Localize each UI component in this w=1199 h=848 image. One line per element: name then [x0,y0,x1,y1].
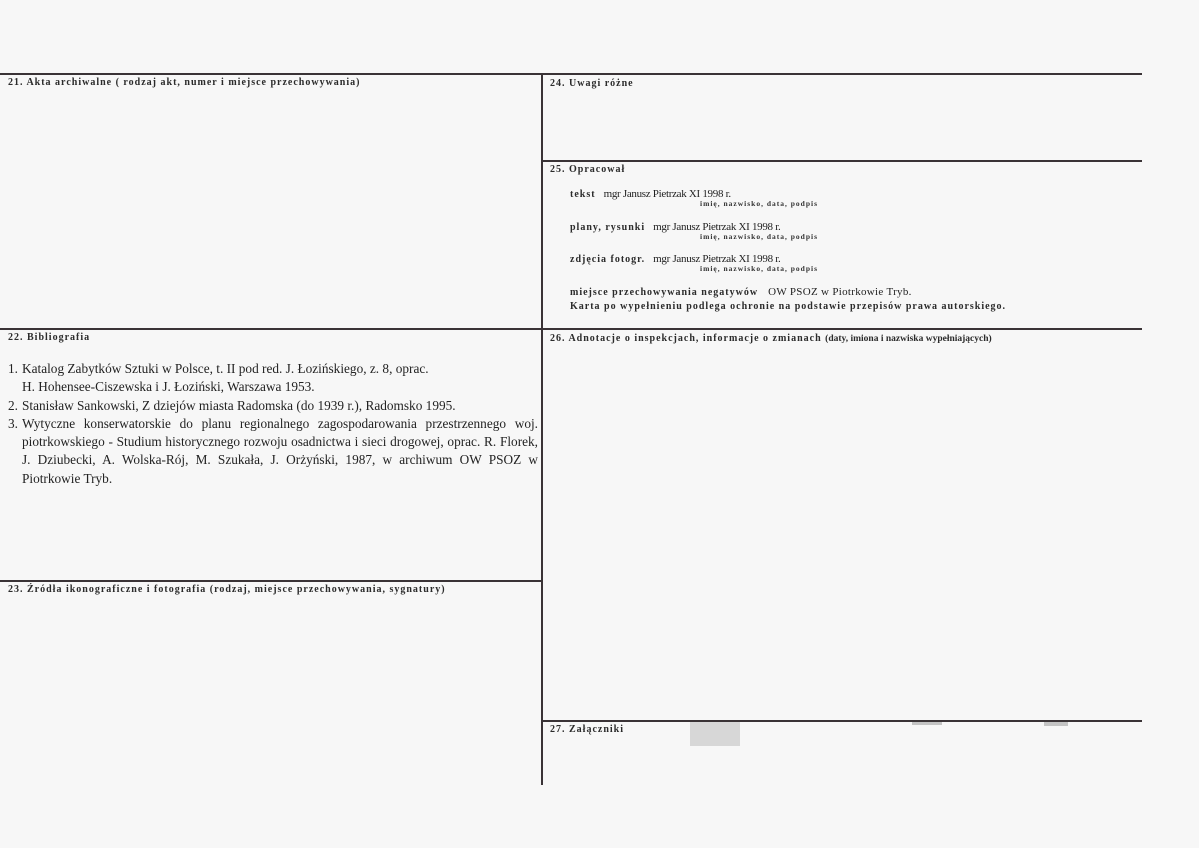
rule-top [0,73,1142,75]
scan-smudge [912,722,942,725]
bibliography-item-number: 3. [8,415,18,431]
section-27-title: 27. Załączniki [550,724,625,735]
negatives-value: OW PSOZ w Piotrkowie Tryb. [768,286,912,298]
bibliography-item-number: 1. [8,361,18,376]
section-26-title-main: 26. Adnotacje o inspekcjach, informacje o zmianach [550,333,822,344]
bibliography-item [8,415,538,488]
bibliography-item [8,397,538,415]
rule-s25 [543,160,1142,162]
prepared-plans-caption: imię, nazwisko, data, podpis [700,232,819,241]
scan-smudge [1044,722,1068,726]
negatives-label: miejsce przechowywania negatywów [570,287,759,298]
bibliography-item-number: 2. [8,397,18,413]
bibliography-item-text: Wytyczne konserwatorskie do planu regionalnego zagospodarowania przestrzennego woj. piotrkowskiego - Studium historycznego rozwoju osadnictwa i sieci drogowej, oprac. R. Florek, J. Dziubecki, A. Wolska-Rój, M. Szukała, J. Orżyński, 1987, w archiwum OW PSOZ w Piotrkowie Tryb. [22,415,538,486]
prepared-photos-caption: imię, nazwisko, data, podpis [700,264,819,273]
prepared-photos-value: mgr Janusz Pietrzak XI 1998 r. [653,253,781,265]
rule-middle [0,328,1142,330]
prepared-text-label: tekst [570,189,596,200]
prepared-photos-label: zdjęcia fotogr. [570,254,646,265]
prepared-plans-value: mgr Janusz Pietrzak XI 1998 r. [653,221,781,233]
section-22-title: 22. Bibliografia [8,332,91,343]
section-23-title: 23. Źródła ikonograficzne i fotografia (rodzaj, miejsce przechowywania, sygnatury) [8,584,446,595]
section-26-title-suffix: (daty, imiona i nazwiska wypełniających) [825,334,992,344]
prepared-text-caption: imię, nazwisko, data, podpis [700,199,819,208]
bibliography-list [8,360,538,488]
bibliography-item-line: H. Hohensee-Ciszewska i J. Łoziński, Warszawa 1953. [22,379,315,395]
bibliography-item [8,360,538,397]
negatives-row [570,282,912,300]
bibliography-item-line: Katalog Zabytków Sztuki w Polsce, t. II pod red. J. Łozińskiego, z. 8, oprac. [22,361,429,376]
scan-smudge [690,722,740,746]
rule-s23 [0,580,543,582]
copyright-notice: Karta po wypełnieniu podlega ochronie na podstawie przepisów prawa autorskiego. [570,301,1007,312]
section-26-title [550,333,992,344]
section-25-title: 25. Opracował [550,164,626,175]
prepared-plans-label: plany, rysunki [570,222,646,233]
bibliography-item-text [22,360,538,397]
prepared-text-value: mgr Janusz Pietrzak XI 1998 r. [603,188,731,200]
rule-vertical [541,73,543,785]
section-24-title: 24. Uwagi różne [550,78,634,89]
bibliography-item-text: Stanisław Sankowski, Z dziejów miasta Radomska (do 1939 r.), Radomsko 1995. [22,397,456,413]
section-21-title: 21. Akta archiwalne ( rodzaj akt, numer i miejsce przechowywania) [8,77,361,88]
